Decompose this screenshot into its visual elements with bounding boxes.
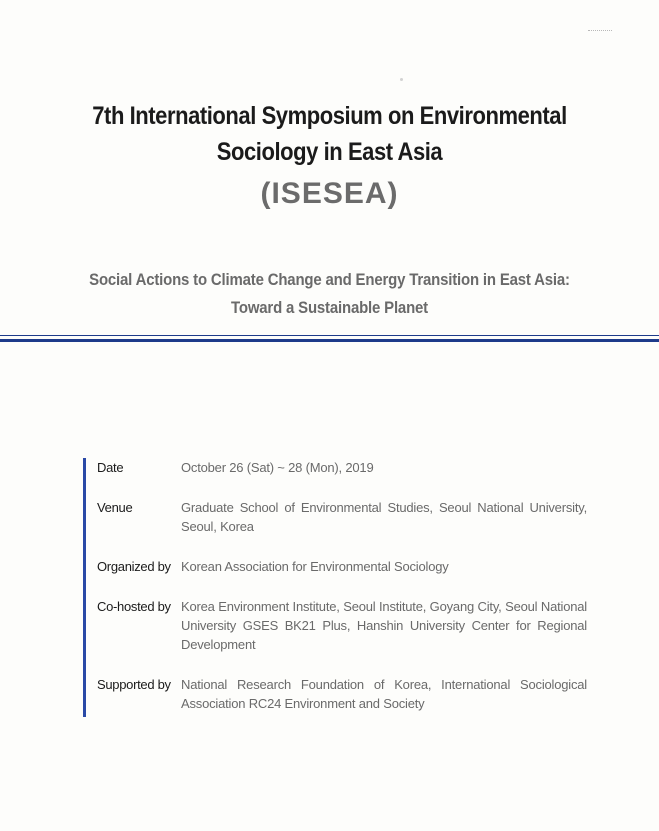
detail-label: Venue <box>97 500 133 515</box>
scan-artifact-mark <box>588 30 612 35</box>
subtitle-line-1: Social Actions to Climate Change and Energy Transition in East Asia: <box>89 270 570 289</box>
title-block <box>0 98 659 212</box>
detail-label: Date <box>97 460 124 475</box>
detail-value: October 26 (Sat) ~ 28 (Mon), 2019 <box>181 460 374 475</box>
detail-row-supporters <box>97 675 587 713</box>
detail-label: Supported by <box>97 677 171 692</box>
event-details <box>83 458 587 717</box>
subtitle-line-2: Toward a Sustainable Planet <box>231 298 428 317</box>
scan-artifact-dot <box>400 78 403 81</box>
detail-label: Organized by <box>97 559 171 574</box>
title-line-2: Sociology in East Asia <box>216 138 443 166</box>
subtitle-block <box>0 266 659 322</box>
detail-row-organizer <box>97 557 587 576</box>
detail-value: Korea Environment Institute, Seoul Institute, Goyang City, Seoul National University GSES BK21 Plus, Hanshin University Center for Regional Development <box>181 599 587 652</box>
divider-thin <box>0 335 659 336</box>
detail-label: Co-hosted by <box>97 599 171 614</box>
detail-value: Korean Association for Environmental Sociology <box>181 559 449 574</box>
detail-row-venue <box>97 498 587 536</box>
divider-thick <box>0 339 659 342</box>
title-acronym: (ISESEA) <box>260 177 399 210</box>
detail-value: Graduate School of Environmental Studies, Seoul National University, Seoul, Korea <box>181 500 587 534</box>
detail-value: National Research Foundation of Korea, International Sociological Association RC24 Environment and Society <box>181 677 587 711</box>
detail-row-cohosts <box>97 597 587 654</box>
detail-row-date <box>97 458 587 477</box>
title-line-1: 7th International Symposium on Environmental <box>92 102 567 130</box>
